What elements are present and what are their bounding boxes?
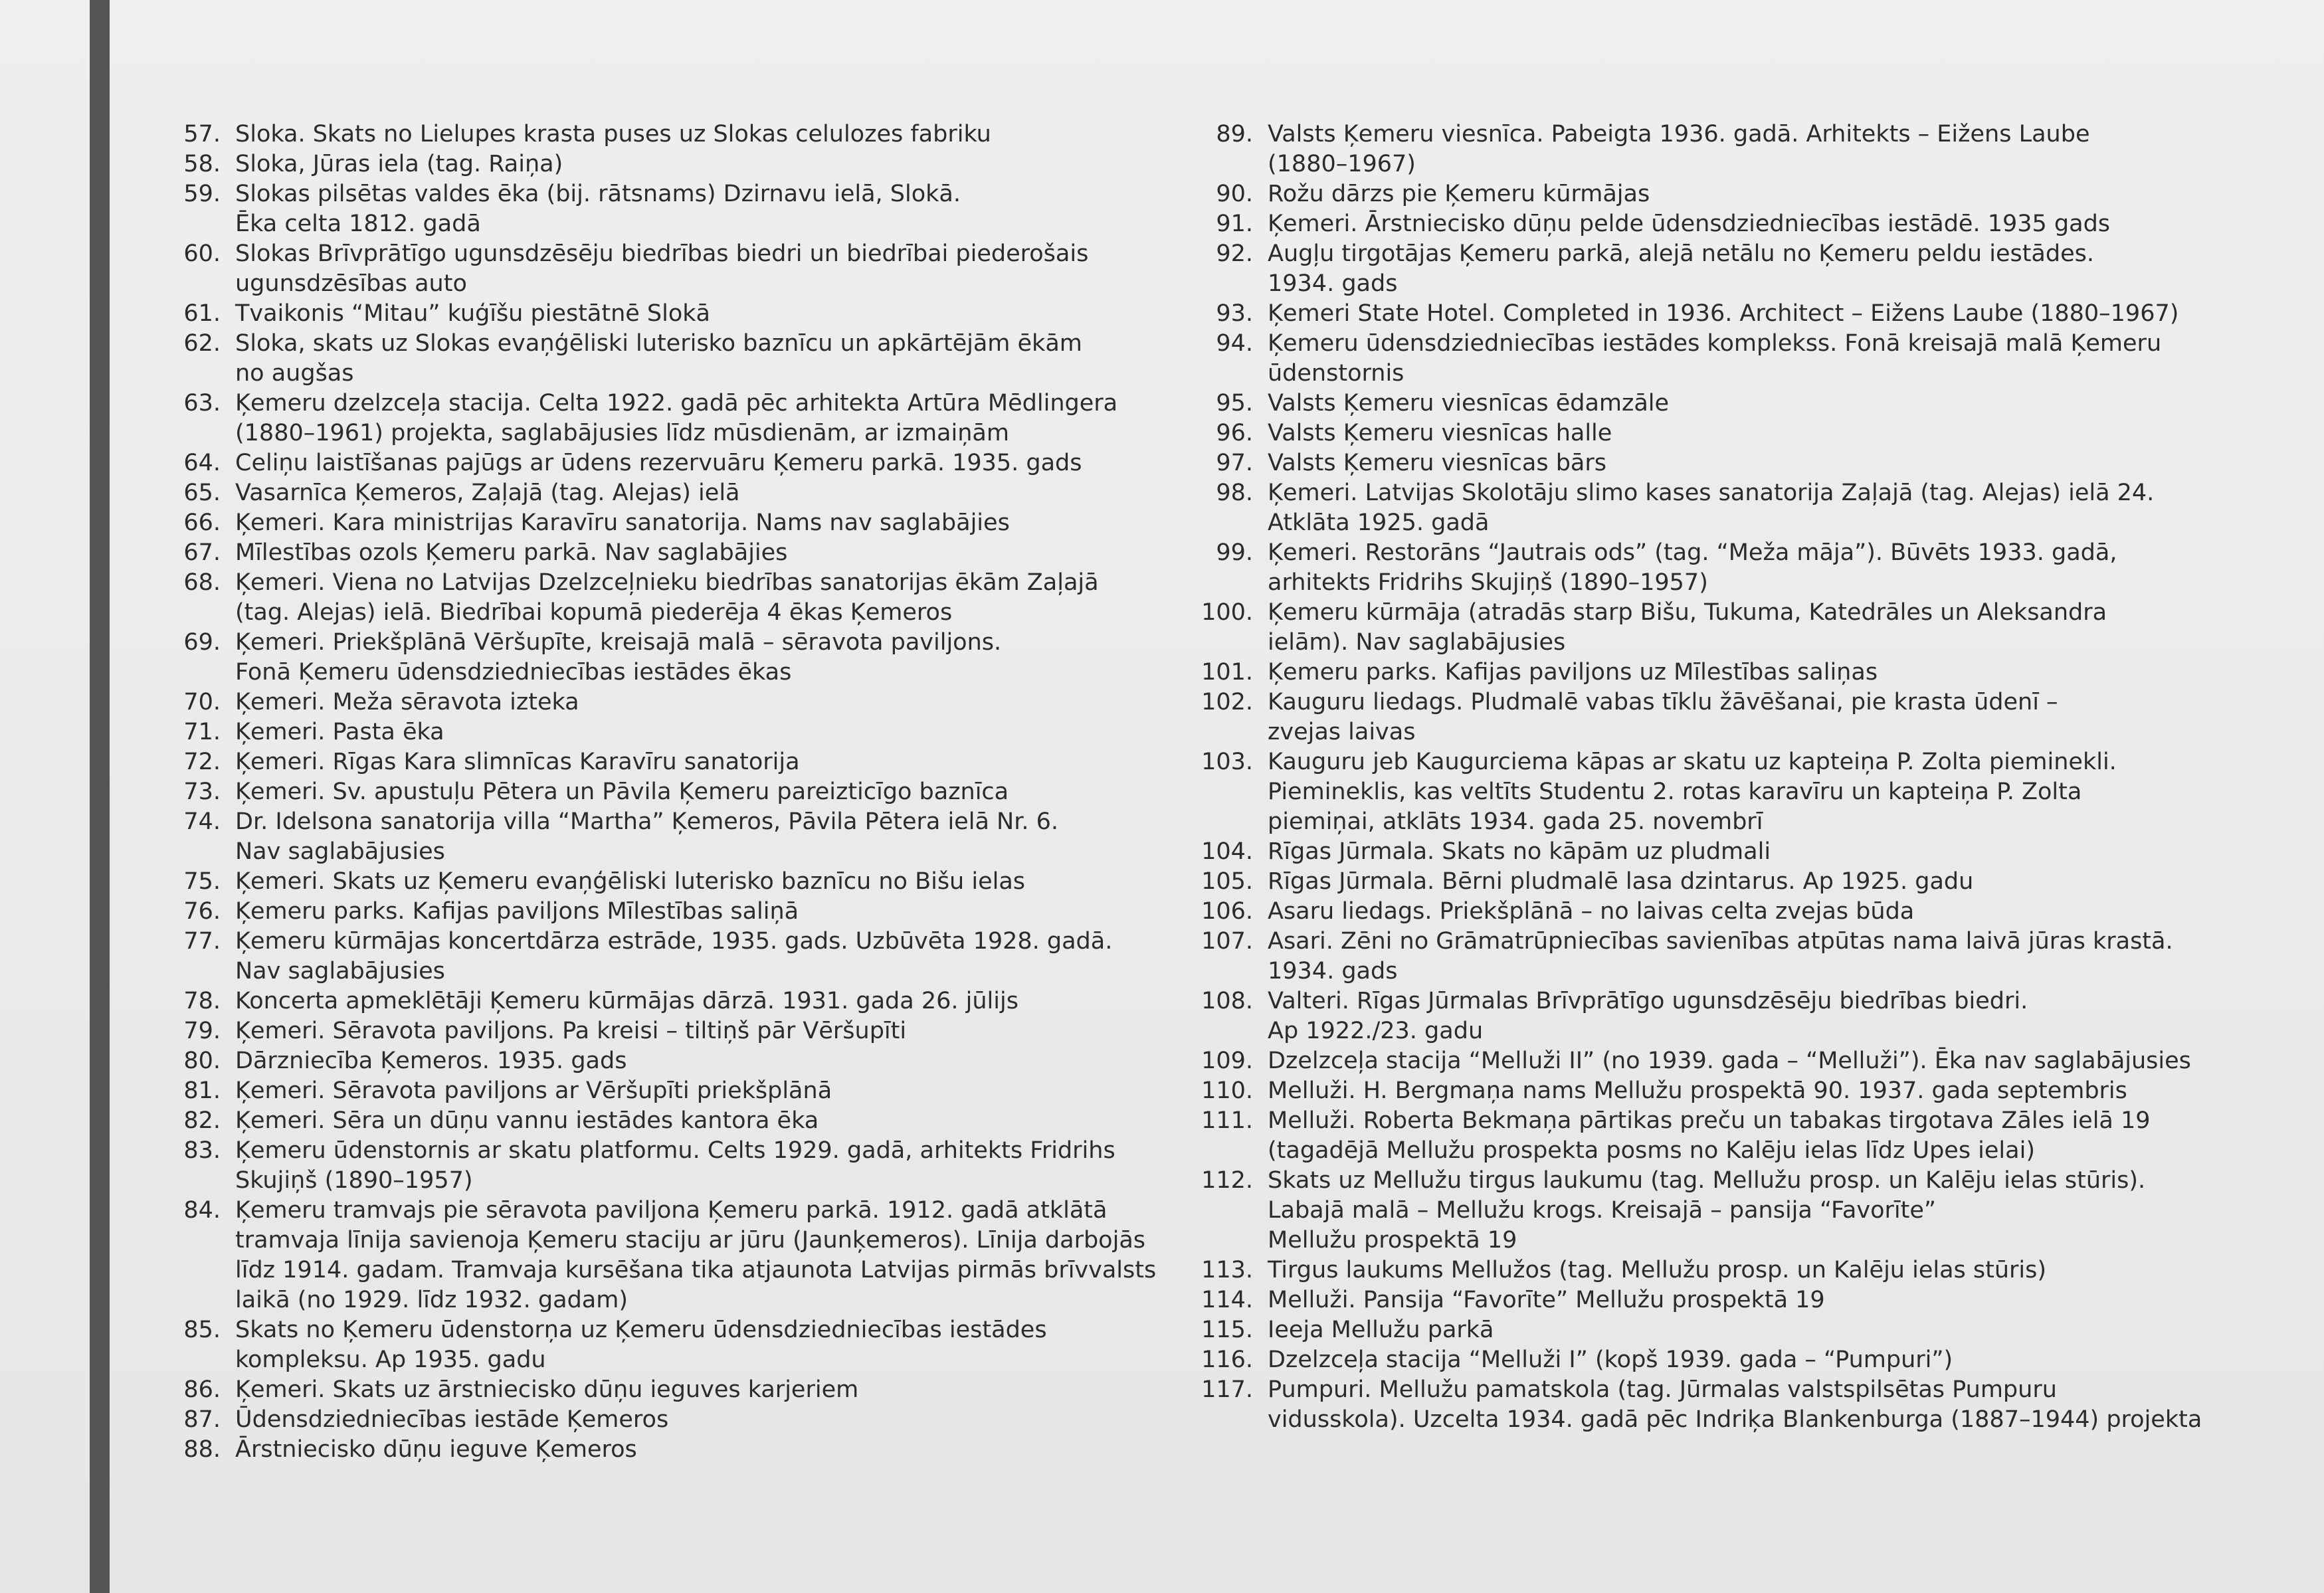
caption-text: Augļu tirgotājas Ķemeru parkā, alejā netālu no Ķemeru peldu iestādes. 1934. gads — [1268, 240, 2094, 297]
caption-entry — [174, 897, 1191, 927]
caption-number: 90. — [1216, 181, 1253, 207]
caption-entry — [174, 628, 1191, 688]
caption-entry — [174, 867, 1191, 897]
caption-text: Valteri. Rīgas Jūrmalas Brīvprātīgo ugunsdzēsēju biedrības biedri. Ap 1922./23. gadu — [1268, 988, 2028, 1044]
caption-number: 77. — [183, 928, 221, 955]
caption-number: 111. — [1201, 1107, 1253, 1134]
caption-entry — [174, 1435, 1191, 1465]
caption-entry — [174, 1375, 1191, 1405]
caption-entry — [174, 1046, 1191, 1076]
caption-text: Asari. Zēni no Grāmatrūpniecības savienības atpūtas nama laivā jūras krastā. 1934. gads — [1268, 928, 2173, 984]
caption-number: 72. — [183, 749, 221, 775]
caption-number: 62. — [183, 330, 221, 357]
caption-text: Rīgas Jūrmala. Bērni pludmalē lasa dzintarus. Ap 1925. gadu — [1268, 868, 1974, 895]
caption-text: Kauguru jeb Kaugurciema kāpas ar skatu uz kapteiņa P. Zolta pieminekli. Piemineklis, kas veltīts Studentu 2. rotas karavīru un kapteiņa P. Zolta piemiņai, atklāts 1934. gada 25. novembrī — [1268, 749, 2117, 835]
caption-text: Ķemeru kūrmājas koncertdārza estrāde, 1935. gads. Uzbūvēta 1928. gadā. Nav saglabājusies — [235, 928, 1113, 984]
caption-entry — [174, 1106, 1191, 1136]
caption-text: Vasarnīca Ķemeros, Zaļajā (tag. Alejas) ielā — [235, 480, 740, 506]
caption-text: Ķemeri. Skats uz Ķemeru evaņģēliski luterisko baznīcu no Bišu ielas — [235, 868, 1026, 895]
caption-text: Slokas Brīvprātīgo ugunsdzēsēju biedrības biedri un biedrībai piederošais ugunsdzēsības auto — [235, 240, 1089, 297]
caption-entry — [174, 927, 1191, 986]
caption-entry — [1196, 867, 2292, 897]
caption-number: 61. — [183, 300, 221, 327]
caption-text: Dārzniecība Ķemeros. 1935. gads — [235, 1048, 627, 1074]
caption-number: 58. — [183, 151, 221, 177]
caption-entry — [174, 807, 1191, 867]
caption-number: 106. — [1201, 898, 1253, 925]
caption-number: 82. — [183, 1107, 221, 1134]
caption-entry — [174, 1315, 1191, 1375]
caption-number: 78. — [183, 988, 221, 1014]
caption-number: 114. — [1201, 1287, 1253, 1313]
caption-text: Ķemeru tramvajs pie sēravota paviljona Ķemeru parkā. 1912. gadā atklātā tramvaja līnija savienoja Ķemeru staciju ar jūru (Jaunķemeros). Līnija darbojās līdz 1914. gadam. Tramvaja kursēšana tika atjaunota Latvijas pirmās brīvvalsts laikā (no 1929. līdz 1932. gadam) — [235, 1197, 1157, 1313]
caption-entry — [174, 179, 1191, 239]
caption-number: 93. — [1216, 300, 1253, 327]
caption-number: 65. — [183, 480, 221, 506]
caption-text: Celiņu laistīšanas pajūgs ar ūdens rezervuāru Ķemeru parkā. 1935. gads — [235, 450, 1082, 476]
caption-entry — [174, 777, 1191, 807]
caption-entry — [174, 329, 1191, 389]
caption-text: Ķemeri. Kara ministrijas Karavīru sanatorija. Nams nav saglabājies — [235, 510, 1010, 536]
caption-text: Ķemeri. Pasta ēka — [235, 719, 444, 745]
caption-entry — [174, 1136, 1191, 1196]
caption-entry — [174, 688, 1191, 717]
caption-number: 109. — [1201, 1048, 1253, 1074]
caption-number: 110. — [1201, 1078, 1253, 1104]
caption-text: Ķemeri. Sēravota paviljons. Pa kreisi – tiltiņš pār Vēršupīti — [235, 1018, 907, 1044]
caption-entry — [174, 1405, 1191, 1435]
caption-number: 83. — [183, 1137, 221, 1164]
caption-entry — [174, 538, 1191, 568]
caption-number: 70. — [183, 689, 221, 715]
caption-text: Ķemeru parks. Kafijas paviljons Mīlestības saliņā — [235, 898, 799, 925]
caption-text: Ķemeri. Sēra un dūņu vannu iestādes kantora ēka — [235, 1107, 819, 1134]
caption-number: 113. — [1201, 1257, 1253, 1283]
caption-text: Tvaikonis “Mitau” kuģīšu piestātnē Slokā — [235, 300, 711, 327]
caption-number: 89. — [1216, 121, 1253, 147]
caption-entry — [1196, 747, 2292, 837]
caption-text: Ķemeri. Priekšplānā Vēršupīte, kreisajā malā – sēravota paviljons. Fonā Ķemeru ūdensdziedniecības iestādes ēkas — [235, 629, 1002, 686]
caption-entry — [174, 1196, 1191, 1315]
caption-number: 76. — [183, 898, 221, 925]
caption-number: 104. — [1201, 838, 1253, 865]
caption-list-right — [1196, 120, 2292, 1435]
caption-text: Dzelzceļa stacija “Melluži I” (kopš 1939. gada – “Pumpuri”) — [1268, 1347, 1953, 1373]
caption-text: Slokas pilsētas valdes ēka (bij. rātsnams) Dzirnavu ielā, Slokā. Ēka celta 1812. gadā — [235, 181, 961, 237]
caption-number: 66. — [183, 510, 221, 536]
caption-entry — [1196, 299, 2292, 329]
caption-text: Sloka. Skats no Lielupes krasta puses uz Slokas celulozes fabriku — [235, 121, 991, 147]
caption-number: 105. — [1201, 868, 1253, 895]
caption-entry — [1196, 1106, 2292, 1166]
caption-entry — [174, 448, 1191, 478]
caption-number: 92. — [1216, 240, 1253, 267]
caption-number: 112. — [1201, 1167, 1253, 1194]
caption-number: 115. — [1201, 1317, 1253, 1343]
caption-entry — [174, 568, 1191, 628]
caption-number: 116. — [1201, 1347, 1253, 1373]
caption-entry — [174, 986, 1191, 1016]
caption-entry — [1196, 538, 2292, 598]
caption-number: 108. — [1201, 988, 1253, 1014]
caption-entry — [1196, 927, 2292, 986]
caption-text: Skats uz Mellužu tirgus laukumu (tag. Mellužu prosp. un Kalēju ielas stūris). Labajā malā – Mellužu krogs. Kreisajā – pansija “Favorīte” Mellužu prospektā 19 — [1268, 1167, 2146, 1254]
caption-number: 80. — [183, 1048, 221, 1074]
caption-number: 95. — [1216, 390, 1253, 417]
caption-number: 98. — [1216, 480, 1253, 506]
caption-entry — [1196, 329, 2292, 389]
caption-entry — [174, 149, 1191, 179]
caption-number: 86. — [183, 1376, 221, 1403]
caption-number: 88. — [183, 1436, 221, 1463]
caption-entry — [1196, 179, 2292, 209]
caption-number: 91. — [1216, 211, 1253, 237]
caption-entry — [174, 239, 1191, 299]
caption-entry — [1196, 478, 2292, 538]
caption-number: 63. — [183, 390, 221, 417]
caption-text: Ķemeru dzelzceļa stacija. Celta 1922. gadā pēc arhitekta Artūra Mēdlingera (1880–1961) projekta, saglabājusies līdz mūsdienām, ar izmaiņām — [235, 390, 1118, 446]
caption-text: Ieeja Mellužu parkā — [1268, 1317, 1494, 1343]
caption-text: Tirgus laukums Mellužos (tag. Mellužu prosp. un Kalēju ielas stūris) — [1268, 1257, 2047, 1283]
caption-entry — [1196, 897, 2292, 927]
caption-text: Valsts Ķemeru viesnīcas bārs — [1268, 450, 1606, 476]
caption-entry — [1196, 239, 2292, 299]
caption-text: Rožu dārzs pie Ķemeru kūrmājas — [1268, 181, 1650, 207]
caption-text: Ķemeri. Skats uz ārstniecisko dūņu ieguves karjeriem — [235, 1376, 859, 1403]
caption-text: Valsts Ķemeru viesnīcas halle — [1268, 420, 1612, 446]
caption-entry — [1196, 209, 2292, 239]
caption-entry — [174, 1076, 1191, 1106]
caption-number: 68. — [183, 569, 221, 596]
caption-entry — [1196, 1375, 2292, 1435]
caption-number: 59. — [183, 181, 221, 207]
caption-entry — [1196, 598, 2292, 658]
caption-number: 103. — [1201, 749, 1253, 775]
caption-entry — [1196, 448, 2292, 478]
caption-number: 64. — [183, 450, 221, 476]
caption-number: 99. — [1216, 539, 1253, 566]
caption-entry — [1196, 1315, 2292, 1345]
caption-entry — [174, 478, 1191, 508]
caption-text: Melluži. Pansija “Favorīte” Mellužu prospektā 19 — [1268, 1287, 1825, 1313]
caption-entry — [174, 747, 1191, 777]
caption-number: 75. — [183, 868, 221, 895]
caption-number: 94. — [1216, 330, 1253, 357]
caption-text: Ķemeri. Latvijas Skolotāju slimo kases sanatorija Zaļajā (tag. Alejas) ielā 24. Atklāta 1925. gadā — [1268, 480, 2155, 536]
caption-number: 117. — [1201, 1376, 1253, 1403]
caption-number: 102. — [1201, 689, 1253, 715]
caption-text: Ķemeru kūrmāja (atradās starp Bišu, Tukuma, Katedrāles un Aleksandra ielām). Nav saglabājusies — [1268, 599, 2107, 656]
caption-number: 97. — [1216, 450, 1253, 476]
caption-text: Valsts Ķemeru viesnīcas ēdamzāle — [1268, 390, 1670, 417]
caption-entry — [1196, 986, 2292, 1046]
caption-text: Kauguru liedags. Pludmalē vabas tīklu žāvēšanai, pie krasta ūdenī – zvejas laivas — [1268, 689, 2058, 745]
caption-entry — [174, 508, 1191, 538]
caption-text: Ārstniecisko dūņu ieguve Ķemeros — [235, 1436, 637, 1463]
caption-text: Rīgas Jūrmala. Skats no kāpām uz pludmali — [1268, 838, 1771, 865]
caption-text: Ķemeri. Sēravota paviljons ar Vēršupīti priekšplānā — [235, 1078, 832, 1104]
caption-text: Ķemeri. Ārstniecisko dūņu pelde ūdensdziedniecības iestādē. 1935 gads — [1268, 211, 2111, 237]
caption-number: 87. — [183, 1406, 221, 1433]
caption-number: 101. — [1201, 659, 1253, 686]
caption-text: Ķemeri. Restorāns “Jautrais ods” (tag. “Meža māja”). Būvēts 1933. gadā, arhitekts Fridrihs Skujiņš (1890–1957) — [1268, 539, 2117, 596]
caption-number: 85. — [183, 1317, 221, 1343]
caption-number: 71. — [183, 719, 221, 745]
caption-text: Ķemeri State Hotel. Completed in 1936. Architect – Eižens Laube (1880–1967) — [1268, 300, 2179, 327]
caption-entry — [1196, 1046, 2292, 1076]
caption-text: Ķemeru ūdenstornis ar skatu platformu. Celts 1929. gadā, arhitekts Fridrihs Skujiņš (1890–1957) — [235, 1137, 1115, 1194]
caption-number: 60. — [183, 240, 221, 267]
caption-entry — [1196, 1345, 2292, 1375]
caption-entry — [1196, 419, 2292, 448]
caption-text: Dzelzceļa stacija “Melluži II” (no 1939. gada – “Melluži”). Ēka nav saglabājusies — [1268, 1048, 2191, 1074]
caption-entry — [1196, 1285, 2292, 1315]
caption-number: 84. — [183, 1197, 221, 1224]
caption-number: 79. — [183, 1018, 221, 1044]
caption-text: Ķemeri. Meža sēravota izteka — [235, 689, 579, 715]
caption-text: Pumpuri. Mellužu pamatskola (tag. Jūrmalas valstspilsētas Pumpuru vidusskola). Uzcelta 1934. gadā pēc Indriķa Blankenburga (1887–1944) projekta — [1268, 1376, 2202, 1433]
caption-text: Ķemeri. Sv. apustuļu Pētera un Pāvila Ķemeru pareizticīgo baznīca — [235, 779, 1009, 805]
caption-number: 107. — [1201, 928, 1253, 955]
caption-number: 57. — [183, 121, 221, 147]
frame-edge — [90, 0, 110, 1593]
caption-text: Sloka, Jūras iela (tag. Raiņa) — [235, 151, 563, 177]
caption-entry — [174, 1016, 1191, 1046]
caption-text: Dr. Idelsona sanatorija villa “Martha” Ķemeros, Pāvila Pētera ielā Nr. 6. Nav saglabājusies — [235, 808, 1059, 865]
caption-text: Valsts Ķemeru viesnīca. Pabeigta 1936. gadā. Arhitekts – Eižens Laube (1880–1967) — [1268, 121, 2090, 177]
caption-number: 74. — [183, 808, 221, 835]
caption-entry — [1196, 1166, 2292, 1256]
caption-text: Ķemeru ūdensdziedniecības iestādes komplekss. Fonā kreisajā malā Ķemeru ūdenstornis — [1268, 330, 2162, 387]
caption-text: Sloka, skats uz Slokas evaņģēliski luterisko baznīcu un apkārtējām ēkām no augšas — [235, 330, 1082, 387]
caption-number: 81. — [183, 1078, 221, 1104]
caption-text: Ķemeri. Rīgas Kara slimnīcas Karavīru sanatorija — [235, 749, 800, 775]
caption-text: Melluži. H. Bergmaņa nams Mellužu prospektā 90. 1937. gada septembris — [1268, 1078, 2127, 1104]
caption-entry — [174, 120, 1191, 149]
caption-text: Koncerta apmeklētāji Ķemeru kūrmājas dārzā. 1931. gada 26. jūlijs — [235, 988, 1018, 1014]
caption-text: Ķemeri. Viena no Latvijas Dzelzceļnieku biedrības sanatorijas ēkām Zaļajā (tag. Alejas) ielā. Biedrībai kopumā piederēja 4 ēkas Ķemeros — [235, 569, 1099, 626]
caption-text: Ūdensdziedniecības iestāde Ķemeros — [235, 1406, 669, 1433]
caption-entry — [1196, 389, 2292, 419]
caption-number: 69. — [183, 629, 221, 656]
caption-entry — [1196, 120, 2292, 179]
caption-text: Mīlestības ozols Ķemeru parkā. Nav saglabājies — [235, 539, 788, 566]
caption-entry — [174, 389, 1191, 448]
caption-text: Asaru liedags. Priekšplānā – no laivas celta zvejas būda — [1268, 898, 1915, 925]
caption-entry — [1196, 1256, 2292, 1285]
caption-list-left — [174, 120, 1191, 1465]
caption-number: 67. — [183, 539, 221, 566]
caption-entry — [1196, 837, 2292, 867]
caption-number: 96. — [1216, 420, 1253, 446]
caption-text: Melluži. Roberta Bekmaņa pārtikas preču un tabakas tirgotava Zāles ielā 19 (tagadējā Mellužu prospekta posms no Kalēju ielas līdz Upes ielai) — [1268, 1107, 2151, 1164]
caption-text: Skats no Ķemeru ūdenstorņa uz Ķemeru ūdensdziedniecības iestādes kompleksu. Ap 1935. gadu — [235, 1317, 1047, 1373]
caption-entry — [1196, 1076, 2292, 1106]
caption-entry — [1196, 658, 2292, 688]
caption-entry — [174, 717, 1191, 747]
caption-text: Ķemeru parks. Kafijas paviljons uz Mīlestības saliņas — [1268, 659, 1878, 686]
caption-number: 73. — [183, 779, 221, 805]
caption-number: 100. — [1201, 599, 1253, 626]
caption-entry — [174, 299, 1191, 329]
caption-entry — [1196, 688, 2292, 747]
